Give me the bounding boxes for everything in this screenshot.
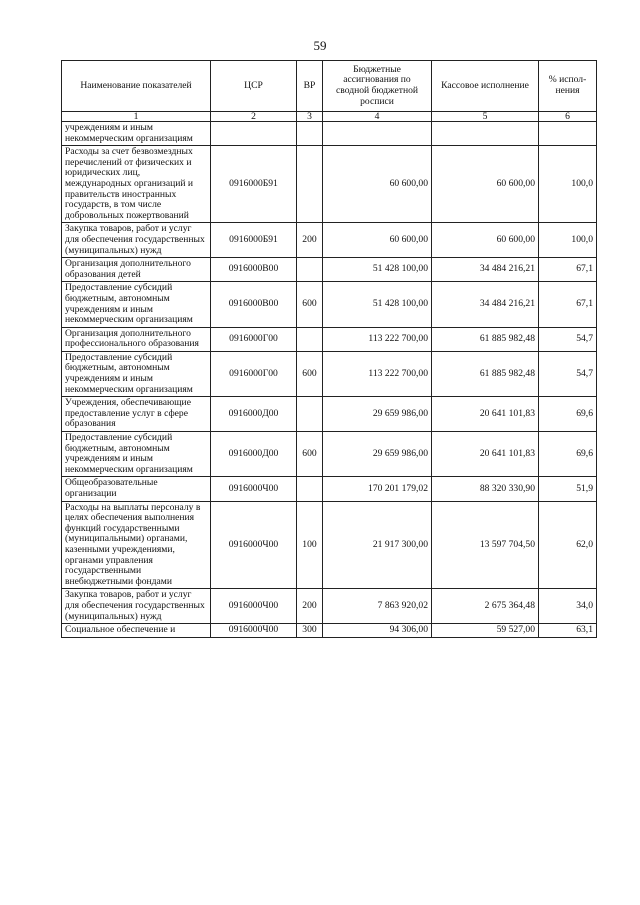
row-name: Общеобразовательные организации — [62, 477, 211, 501]
row-cash: 13 597 704,50 — [432, 501, 539, 589]
row-vr: 200 — [297, 223, 323, 258]
row-vr: 300 — [297, 624, 323, 638]
row-pct: 62,0 — [539, 501, 597, 589]
table-row — [62, 477, 597, 501]
row-vr — [297, 477, 323, 501]
row-csr: 0916000Ч00 — [211, 589, 297, 624]
header-vr: ВР — [297, 61, 323, 112]
row-budget: 113 222 700,00 — [323, 351, 432, 396]
table-row — [62, 223, 597, 258]
row-name: Учреждения, обеспечивающие предоставление услуг в сфере образования — [62, 397, 211, 432]
row-cash: 88 320 330,90 — [432, 477, 539, 501]
table-row — [62, 589, 597, 624]
row-vr — [297, 258, 323, 282]
column-number-row — [62, 112, 597, 122]
row-vr: 600 — [297, 282, 323, 327]
row-pct: 69,6 — [539, 397, 597, 432]
row-csr: 0916000Г00 — [211, 327, 297, 351]
row-name: Предоставление субсидий бюджетным, автономным учреждениям и иным некоммерческим организациям — [62, 351, 211, 396]
header-csr: ЦСР — [211, 61, 297, 112]
column-number: 6 — [539, 112, 597, 122]
row-pct: 67,1 — [539, 258, 597, 282]
row-csr: 0916000Б91 — [211, 146, 297, 223]
header-name: Наименование показателей — [62, 61, 211, 112]
row-csr: 0916000Д00 — [211, 397, 297, 432]
row-name: Расходы за счет безвозмездных перечислений от физических и юридических лиц, международных организаций и правительств иностранных государств, в том числе добровольных пожертвований — [62, 146, 211, 223]
row-vr — [297, 397, 323, 432]
table-row — [62, 258, 597, 282]
header-cash: Кассовое исполнение — [432, 61, 539, 112]
row-cash: 34 484 216,21 — [432, 258, 539, 282]
row-pct: 100,0 — [539, 223, 597, 258]
row-pct: 51,9 — [539, 477, 597, 501]
table-row — [62, 397, 597, 432]
header-pct: % испол-нения — [539, 61, 597, 112]
row-budget: 60 600,00 — [323, 146, 432, 223]
row-vr: 600 — [297, 432, 323, 477]
row-budget: 29 659 986,00 — [323, 397, 432, 432]
column-number: 5 — [432, 112, 539, 122]
row-vr — [297, 122, 323, 146]
row-name: Предоставление субсидий бюджетным, автономным учреждениям и иным некоммерческим организациям — [62, 282, 211, 327]
row-csr: 0916000Д00 — [211, 432, 297, 477]
row-name: учреждениям и иным некоммерческим организациям — [62, 122, 211, 146]
row-name: Расходы на выплаты персоналу в целях обеспечения выполнения функций государственными (муниципальными) органами, казенными учреждениями, органами управления государственными внебюджетными фондами — [62, 501, 211, 589]
row-cash: 59 527,00 — [432, 624, 539, 638]
row-cash — [432, 122, 539, 146]
column-number: 3 — [297, 112, 323, 122]
row-cash: 20 641 101,83 — [432, 397, 539, 432]
column-number: 2 — [211, 112, 297, 122]
row-csr: 0916000Г00 — [211, 351, 297, 396]
table-row — [62, 146, 597, 223]
row-budget — [323, 122, 432, 146]
row-vr — [297, 327, 323, 351]
table-row — [62, 432, 597, 477]
row-csr: 0916000Ч00 — [211, 477, 297, 501]
row-budget: 51 428 100,00 — [323, 282, 432, 327]
row-pct: 100,0 — [539, 146, 597, 223]
row-budget: 51 428 100,00 — [323, 258, 432, 282]
row-cash: 2 675 364,48 — [432, 589, 539, 624]
column-number: 1 — [62, 112, 211, 122]
row-name: Закупка товаров, работ и услуг для обеспечения государственных (муниципальных) нужд — [62, 223, 211, 258]
row-pct: 69,6 — [539, 432, 597, 477]
row-budget: 94 306,00 — [323, 624, 432, 638]
row-name: Организация дополнительного образования детей — [62, 258, 211, 282]
row-budget: 7 863 920,02 — [323, 589, 432, 624]
row-budget: 170 201 179,02 — [323, 477, 432, 501]
row-name: Социальное обеспечение и — [62, 624, 211, 638]
table-row — [62, 501, 597, 589]
row-budget: 21 917 300,00 — [323, 501, 432, 589]
row-pct: 67,1 — [539, 282, 597, 327]
row-vr: 100 — [297, 501, 323, 589]
row-budget: 29 659 986,00 — [323, 432, 432, 477]
row-csr: 0916000Б91 — [211, 223, 297, 258]
row-cash: 34 484 216,21 — [432, 282, 539, 327]
row-pct — [539, 122, 597, 146]
row-cash: 61 885 982,48 — [432, 327, 539, 351]
header-budget: Бюджетные ассигнования по сводной бюджетной росписи — [323, 61, 432, 112]
row-cash: 20 641 101,83 — [432, 432, 539, 477]
row-cash: 60 600,00 — [432, 146, 539, 223]
row-name: Организация дополнительного профессионального образования — [62, 327, 211, 351]
column-number: 4 — [323, 112, 432, 122]
table-row — [62, 327, 597, 351]
budget-execution-table — [61, 60, 597, 638]
table-row — [62, 624, 597, 638]
table-row — [62, 351, 597, 396]
row-vr: 200 — [297, 589, 323, 624]
row-csr: 0916000Ч00 — [211, 624, 297, 638]
row-name: Предоставление субсидий бюджетным, автономным учреждениям и иным некоммерческим организациям — [62, 432, 211, 477]
table-header-row — [62, 61, 597, 112]
row-cash: 60 600,00 — [432, 223, 539, 258]
row-pct: 34,0 — [539, 589, 597, 624]
row-pct: 54,7 — [539, 351, 597, 396]
row-name: Закупка товаров, работ и услуг для обеспечения государственных (муниципальных) нужд — [62, 589, 211, 624]
row-budget: 113 222 700,00 — [323, 327, 432, 351]
row-csr: 0916000Ч00 — [211, 501, 297, 589]
row-vr — [297, 146, 323, 223]
row-cash: 61 885 982,48 — [432, 351, 539, 396]
row-pct: 54,7 — [539, 327, 597, 351]
row-pct: 63,1 — [539, 624, 597, 638]
table-row — [62, 282, 597, 327]
row-csr: 0916000В00 — [211, 258, 297, 282]
row-csr: 0916000В00 — [211, 282, 297, 327]
row-csr — [211, 122, 297, 146]
table-row — [62, 122, 597, 146]
page-number: 59 — [313, 38, 327, 53]
row-budget: 60 600,00 — [323, 223, 432, 258]
row-vr: 600 — [297, 351, 323, 396]
